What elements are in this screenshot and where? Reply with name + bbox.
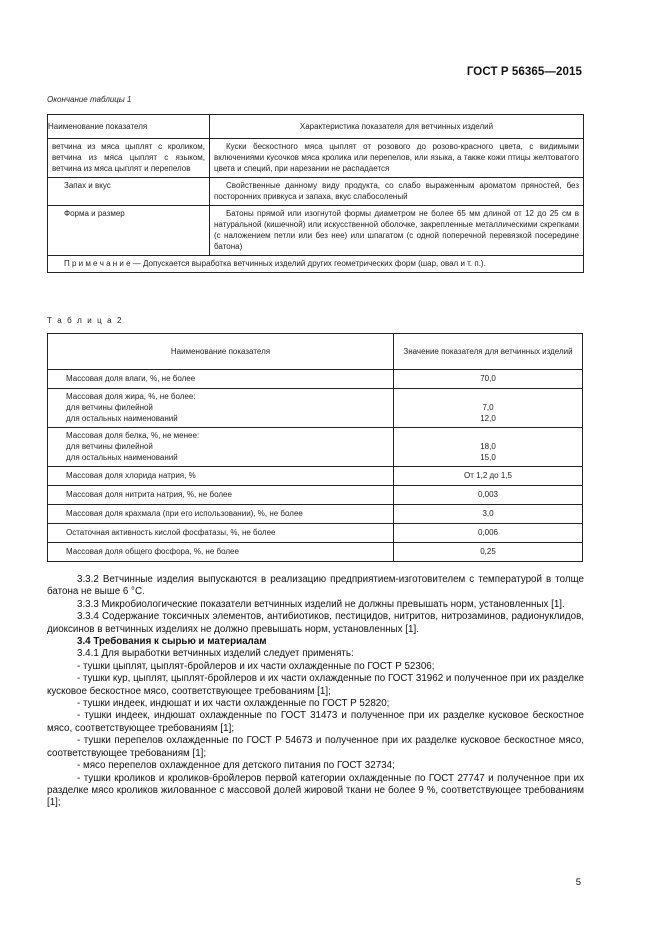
row-value: 70,0 (394, 370, 583, 389)
row-subname: для ветчины филейной (66, 442, 153, 451)
table-2 (47, 333, 583, 562)
list-item: - мясо перепелов охлажденное для детского питания по ГОСТ 32734; (77, 760, 395, 772)
table-row (48, 428, 583, 467)
list-item: - тушки цыплят, цыплят-бройлеров и их части охлажденные по ГОСТ Р 52306; (77, 660, 435, 672)
document-header: ГОСТ Р 56365—2015 (466, 66, 582, 78)
table-row (48, 206, 584, 256)
row-name: Массовая доля нитрита натрия, %, не более (48, 486, 394, 505)
row-value: От 1,2 до 1,5 (394, 467, 583, 486)
table1-caption: Окончание таблицы 1 (47, 95, 132, 104)
paragraph-3-4-1: 3.4.1 Для выработки ветчинных изделий следует применять: (77, 648, 354, 660)
page-number: 5 (575, 877, 581, 888)
row-name: Запах и вкус (64, 181, 111, 190)
table-row (48, 467, 583, 486)
row-name: Массовая доля общего фосфора, %, не более (48, 543, 394, 562)
row-value: 7,0 (482, 403, 494, 412)
row-value: Свойственные данному виду продукта, со слабо выраженным ароматом пряностей, без посторонних привкуса и запаха, вкус слабосоленый (210, 178, 584, 206)
table-row (48, 178, 584, 206)
row-name: Массовая доля белка, %, не менее: (66, 431, 200, 440)
row-name: Массовая доля крахмала (при его использовании), %, не более (48, 505, 394, 524)
row-value: 0,006 (394, 524, 583, 543)
row-value-empty (398, 430, 578, 441)
table-row (48, 486, 583, 505)
row-value: 18,0 (480, 442, 496, 451)
row-subname: для ветчины филейной (66, 403, 153, 412)
note-text: — Допускается выработка ветчинных изделий других геометрических форм (шар, овал и т. п.). (130, 259, 486, 268)
list-item: - тушки перепелов охлажденные по ГОСТ Р 54673 и полученное при их разделке кусковое бескостное мясо, соответствующее требованиям [1]; (47, 735, 584, 759)
column-header: Наименование показателя (48, 115, 210, 139)
body-text (47, 574, 584, 810)
column-header: Значение показателя для ветчинных изделий (394, 334, 583, 370)
table-row (48, 524, 583, 543)
note-label: П р и м е ч а н и е (64, 259, 131, 268)
column-header: Характеристика показателя для ветчинных изделий (210, 115, 584, 139)
table-row (48, 389, 583, 428)
list-item: - тушки кроликов и кроликов-бройлеров первой категории охлажденные по ГОСТ 27747 и полученное при их разделке мясо кроликов жилованное с массовой долей жировой ткани не более 9 %, соответствующее требованиям [1]; (47, 772, 584, 809)
row-name: Массовая доля влаги, %, не более (48, 370, 394, 389)
paragraph-3-3-4: 3.3.4 Содержание токсичных элементов, антибиотиков, пестицидов, нитритов, нитрозаминов, радионуклидов, диоксинов в ветчинных изделиях не должно превышать норм, установленных [1]. (47, 611, 584, 635)
table-row (48, 543, 583, 562)
table-note (48, 256, 584, 273)
row-subname: для остальных наименований (66, 414, 178, 423)
table-row (48, 139, 584, 178)
section-heading-3-4: 3.4 Требования к сырью и материалам (77, 636, 267, 648)
table-note-row (48, 256, 584, 273)
row-name: Массовая доля хлорида натрия, % (48, 467, 394, 486)
list-item: - тушки кур, цыплят, цыплят-бройлеров и их части охлажденные по ГОСТ 31962 и полученное при их разделке кусковое бескостное мясо, соответствующее требованиям [1]; (47, 673, 584, 697)
row-value: 0,003 (394, 486, 583, 505)
row-subname: для остальных наименований (66, 453, 178, 462)
row-name: ветчина из мяса цыплят с кроликом, ветчина из мяса цыплят с языком, ветчина из мяса цыплят и перепелов (48, 139, 210, 178)
list-item: - тушки индеек, индюшат и их части охлажденные по ГОСТ Р 52820; (77, 698, 390, 710)
row-value: 0,25 (394, 543, 583, 562)
row-name: Остаточная активность кислой фосфатазы, %, не более (48, 524, 394, 543)
row-name: Массовая доля жира, %, не более: (66, 392, 196, 401)
table2-caption: Т а б л и ц а 2 (47, 316, 124, 325)
table-1 (47, 114, 584, 273)
list-item: - тушки индеек, индюшат охлажденные по ГОСТ 31473 и полученное при их разделке кусковое бескостное мясо, соответствующее требованиям [1]; (47, 710, 584, 734)
table-row (48, 370, 583, 389)
row-value: Батоны прямой или изогнутой формы диаметром не более 65 мм длиной от 12 до 25 см в натуральной (кишечной) или искусственной оболочке, закрепленные металлическими скрепками (с наложением петли или без нее) или шпагатом (с одной поперечной перевязкой посередине батона) (210, 206, 584, 256)
table-header-row (48, 115, 584, 139)
table-header-row (48, 334, 583, 370)
paragraph-3-3-3: 3.3.3 Микробиологические показатели ветчинных изделий не должны превышать норм, установленных [1]. (77, 598, 565, 610)
row-value: 15,0 (480, 453, 496, 462)
row-value-empty (398, 391, 578, 402)
column-header: Наименование показателя (48, 334, 394, 370)
paragraph-3-3-2: 3.3.2 Ветчинные изделия выпускаются в реализацию предприятием-изготовителем с температурой в толще батона не выше 6 °С. (47, 574, 584, 598)
row-name: Форма и размер (64, 209, 125, 218)
table-row (48, 505, 583, 524)
row-value: Куски бескостного мяса цыплят от розового до розово-красного цвета, с видимыми включениями кусочков мяса кролика или перепелов, или языка, а также кожи птицы желтоватого цвета и специй, при нарезании не распадается (210, 139, 584, 178)
row-value: 3,0 (394, 505, 583, 524)
row-value: 12,0 (480, 414, 496, 423)
